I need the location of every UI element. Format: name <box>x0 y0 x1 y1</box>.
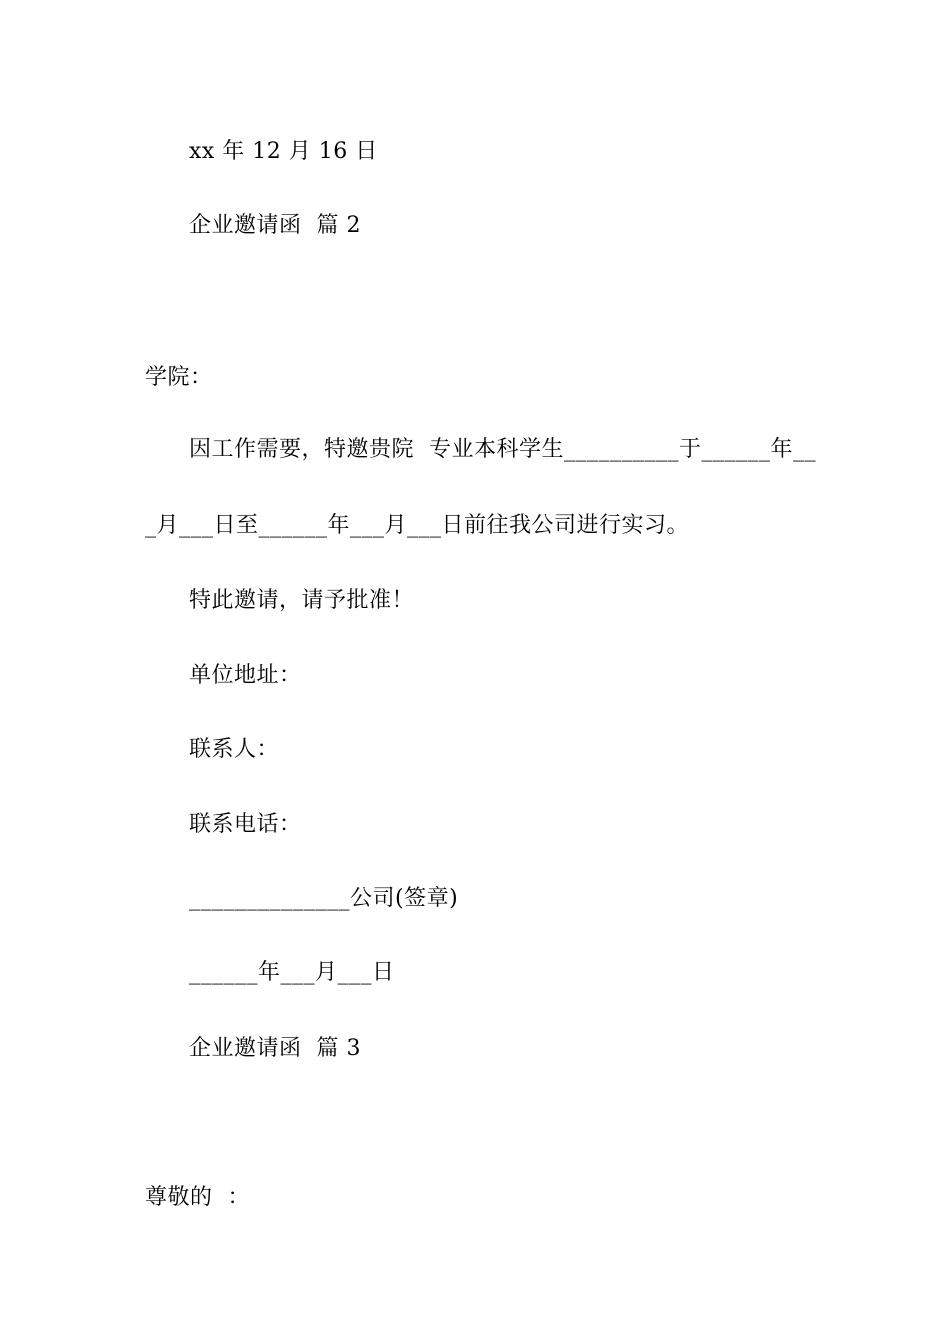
salutation-college: 学院： <box>145 365 213 390</box>
date-line: xx 年 12 月 16 日 <box>189 139 378 164</box>
body-paragraph-line-2: _月___日至______年___月___日前往我公司进行实习。 <box>145 513 690 538</box>
company-signature-line: ______________公司(签章) <box>189 886 459 911</box>
address-label: 单位地址： <box>189 663 302 688</box>
salutation-respected: 尊敬的 ： <box>145 1185 250 1210</box>
body-paragraph-line-1: 因工作需要，特邀贵院 专业本科学生__________于______年__ <box>189 437 816 462</box>
section-heading-2: 企业邀请函 篇 2 <box>189 213 361 238</box>
closing-line: 特此邀请，请予批准！ <box>189 588 415 613</box>
section-heading-3: 企业邀请函 篇 3 <box>189 1036 361 1061</box>
phone-label: 联系电话： <box>189 812 302 837</box>
contact-label: 联系人： <box>189 737 280 762</box>
signature-date-line: ______年___月___日 <box>189 960 395 985</box>
